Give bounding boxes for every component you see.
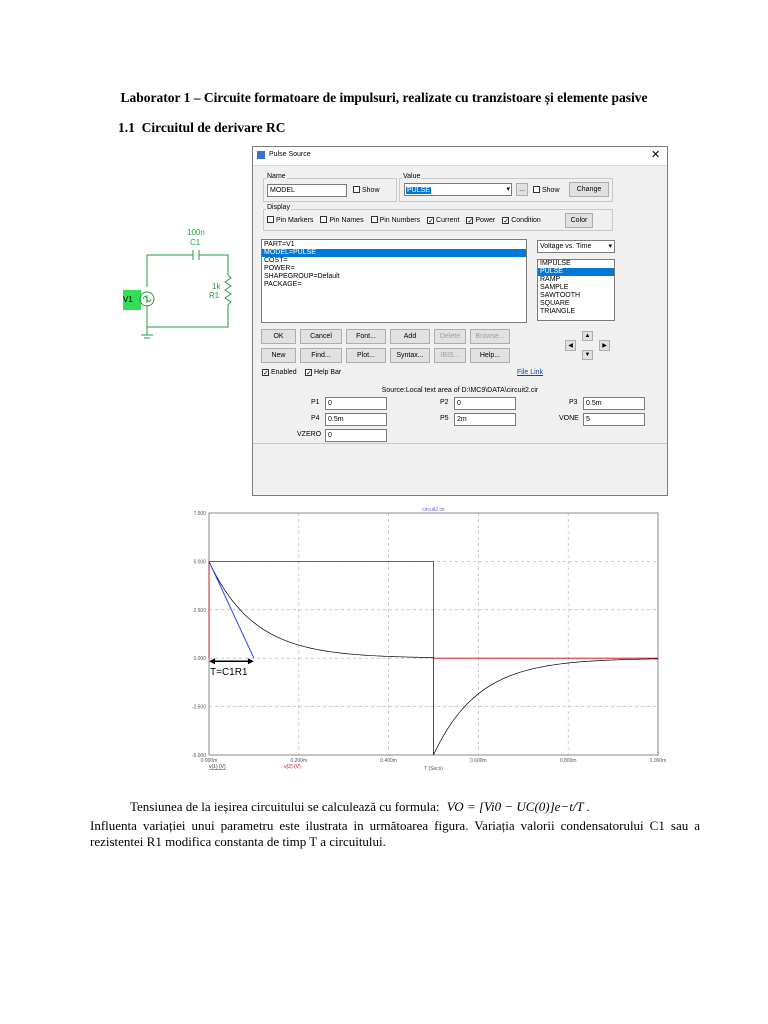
vzero-label: VZERO (297, 431, 322, 438)
formula-line (130, 799, 590, 815)
source-text: Source:Local text area of D:\MC9\DATA\circuit2.cir (381, 387, 539, 394)
attribute-item[interactable]: MODEL=PULSE (262, 249, 526, 257)
arrow-up-icon[interactable]: ▲ (582, 331, 593, 341)
p1-field[interactable]: 0 (325, 397, 387, 410)
waveform-item[interactable]: PULSE (538, 268, 614, 276)
legend-entry: v(2) (V) (284, 764, 301, 770)
value-show-label: Show (542, 187, 560, 194)
vone-label: VONE (559, 415, 579, 422)
helpbar-label: Help Bar (314, 369, 342, 376)
enabled-label: Enabled (271, 369, 297, 376)
p3-label: P3 (569, 399, 578, 406)
attribute-list[interactable] (261, 239, 527, 323)
help-button[interactable]: Help... (470, 348, 510, 363)
name-label: Name (267, 173, 286, 180)
add-button[interactable]: Add (390, 329, 430, 344)
waveform-item[interactable]: SAMPLE (540, 284, 569, 291)
waveform-item[interactable]: TRIANGLE (540, 308, 576, 315)
x-tick-label: 0.000m (200, 758, 218, 764)
waveform-item[interactable]: SQUARE (540, 300, 570, 307)
checkbox-box: ✓ (467, 218, 474, 225)
source-name: V1 (123, 295, 133, 304)
checkbox-box (267, 216, 274, 223)
arrow-left-icon[interactable]: ◀ (565, 340, 576, 351)
helpbar-checkbox[interactable]: ✓ Help Bar (306, 369, 342, 377)
display-checkbox-pin-numbers[interactable] (371, 217, 420, 224)
y-tick-label: 2.500 (193, 607, 206, 614)
pulse-source-dialog (252, 146, 668, 496)
value-label: Value (403, 173, 421, 180)
y-tick-label: 7.500 (193, 511, 206, 517)
p2-field[interactable]: 0 (454, 397, 516, 410)
x-tick-label: 0.400m (380, 758, 397, 764)
display-checks (267, 216, 548, 224)
display-checkbox-power[interactable] (466, 217, 495, 224)
vzero-field[interactable]: 0 (325, 429, 387, 442)
legend-entry: v(1) (V) (209, 764, 226, 770)
section-heading (118, 120, 285, 136)
section-title: Circuitul de derivare RC (141, 120, 286, 135)
color-button[interactable]: Color (565, 213, 593, 228)
file-link[interactable]: File Link (517, 369, 544, 376)
name-show-label: Show (362, 187, 380, 194)
attribute-item[interactable]: SHAPEGROUP=Default (264, 273, 340, 280)
x-tick-label: 0.600m (470, 758, 487, 764)
checkbox-box: ✓ (428, 218, 434, 225)
x-tick-label: 0.800m (559, 758, 577, 764)
resistor-symbol (225, 275, 231, 305)
x-tick-label: 0.200m (290, 758, 308, 764)
value-show-checkbox[interactable] (533, 186, 560, 194)
y-tick-label: 5.000 (193, 559, 206, 566)
x-tick-label: 1.000m (649, 758, 667, 764)
display-label: Display (267, 204, 290, 211)
page-heading: Laborator 1 – Circuite formatoare de impulsuri, realizate cu tranzistoare și elemente pasive (120, 90, 648, 105)
dialog-title: Pulse Source (269, 151, 311, 158)
display-checkbox-condition[interactable] (502, 217, 541, 224)
enabled-checkbox[interactable]: ✓ Enabled (263, 369, 297, 377)
new-button[interactable]: New (261, 348, 296, 363)
c-name: C1 (190, 238, 201, 247)
browse-button[interactable]: Browse... (470, 329, 510, 344)
body-paragraph: Influenta variației unui parametru este ilustrata in următoarea figura. Variația valorii condensatorului C1 sau a rezistentei R1 modifica constanta de timp T a circuitului. (90, 818, 700, 849)
arrow-right-icon[interactable]: ▶ (599, 340, 610, 351)
dialog-titlebar (253, 147, 667, 166)
chevron-down-icon: ▾ (506, 186, 510, 193)
c-value: 100n (187, 228, 205, 237)
attribute-items (262, 240, 526, 290)
ibis-button[interactable]: IBIS... (434, 348, 466, 363)
syntax-button[interactable]: Syntax... (390, 348, 430, 363)
cancel-button[interactable]: Cancel (300, 329, 342, 344)
p1-label: P1 (311, 399, 320, 406)
p2-label: P2 (440, 399, 449, 406)
arrow-pad (565, 331, 611, 361)
formula-lead: Tensiunea de la ieșirea circuitului se calculează cu formula: (130, 799, 440, 814)
font-button[interactable]: Font... (346, 329, 386, 344)
formula: VO = [Vi0 − UC(0)]e−t/T . (446, 799, 590, 814)
r-name: R1 (209, 291, 220, 300)
waveform-item[interactable]: SAWTOOTH (540, 292, 581, 299)
helpbar-divider (253, 443, 667, 444)
checkbox-box (371, 216, 378, 223)
find-button[interactable]: Find... (300, 348, 342, 363)
waveform-item[interactable]: RAMP (540, 276, 561, 283)
y-tick-label: -5.000 (191, 753, 206, 759)
rc-schematic (118, 225, 243, 350)
ok-button[interactable]: OK (261, 329, 296, 344)
waveform-list[interactable] (537, 259, 615, 321)
waveform-items (538, 260, 614, 316)
y-tick-label: 0.000 (193, 656, 206, 663)
mode-select[interactable] (537, 240, 615, 253)
r-value: 1k (212, 282, 221, 291)
chart-title: circuit2.cir (422, 507, 445, 513)
attribute-item[interactable]: PART=V1 (264, 241, 295, 248)
display-checkbox-pin-names[interactable] (320, 217, 363, 224)
display-checkbox-current[interactable] (427, 217, 459, 224)
section-number: 1.1 (118, 120, 135, 135)
tau-annotation: T=C1R1 (210, 667, 248, 679)
arrow-down-icon[interactable]: ▼ (582, 350, 593, 360)
attribute-item[interactable]: POWER= (264, 265, 295, 272)
value-browse-button[interactable]: ... (516, 183, 528, 196)
transient-chart (168, 505, 668, 775)
checkbox-label: Current (436, 217, 460, 224)
p5-label: P5 (440, 415, 449, 422)
p4-label: P4 (311, 415, 320, 422)
vone-field[interactable]: 5 (583, 413, 645, 426)
chevron-down-icon: ▾ (608, 243, 612, 250)
name-show-checkbox[interactable] (353, 186, 380, 194)
p4-field[interactable]: 0.5m (325, 413, 387, 426)
checkbox-label: Condition (511, 217, 541, 224)
display-checkbox-pin-markers[interactable] (267, 217, 313, 224)
delete-button[interactable]: Delete (434, 329, 466, 344)
checkbox-label: Pin Markers (276, 217, 314, 224)
y-tick-label: -2.500 (191, 704, 206, 711)
value-select[interactable] (404, 183, 512, 196)
x-axis-label: T (Secs) (424, 766, 443, 772)
checkbox-label: Power (475, 217, 496, 224)
value-selected: PULSE (407, 187, 430, 194)
attribute-item[interactable]: COST= (264, 257, 288, 264)
name-field[interactable]: MODEL (267, 184, 347, 197)
attribute-item[interactable]: PACKAGE= (264, 281, 302, 288)
checkbox-box (320, 216, 327, 223)
waveform-item[interactable]: IMPULSE (540, 260, 571, 267)
mode-value: Voltage vs. Time (540, 243, 592, 250)
plot-button[interactable]: Plot... (346, 348, 386, 363)
p5-field[interactable]: 2m (454, 413, 516, 426)
checkbox-label: Pin Numbers (379, 217, 421, 224)
p3-field[interactable]: 0.5m (583, 397, 645, 410)
checkbox-box: ✓ (503, 218, 510, 225)
change-button[interactable]: Change (569, 182, 609, 197)
close-icon[interactable]: ✕ (651, 149, 661, 161)
checkbox-label: Pin Names (329, 217, 364, 224)
app-icon (257, 151, 265, 159)
